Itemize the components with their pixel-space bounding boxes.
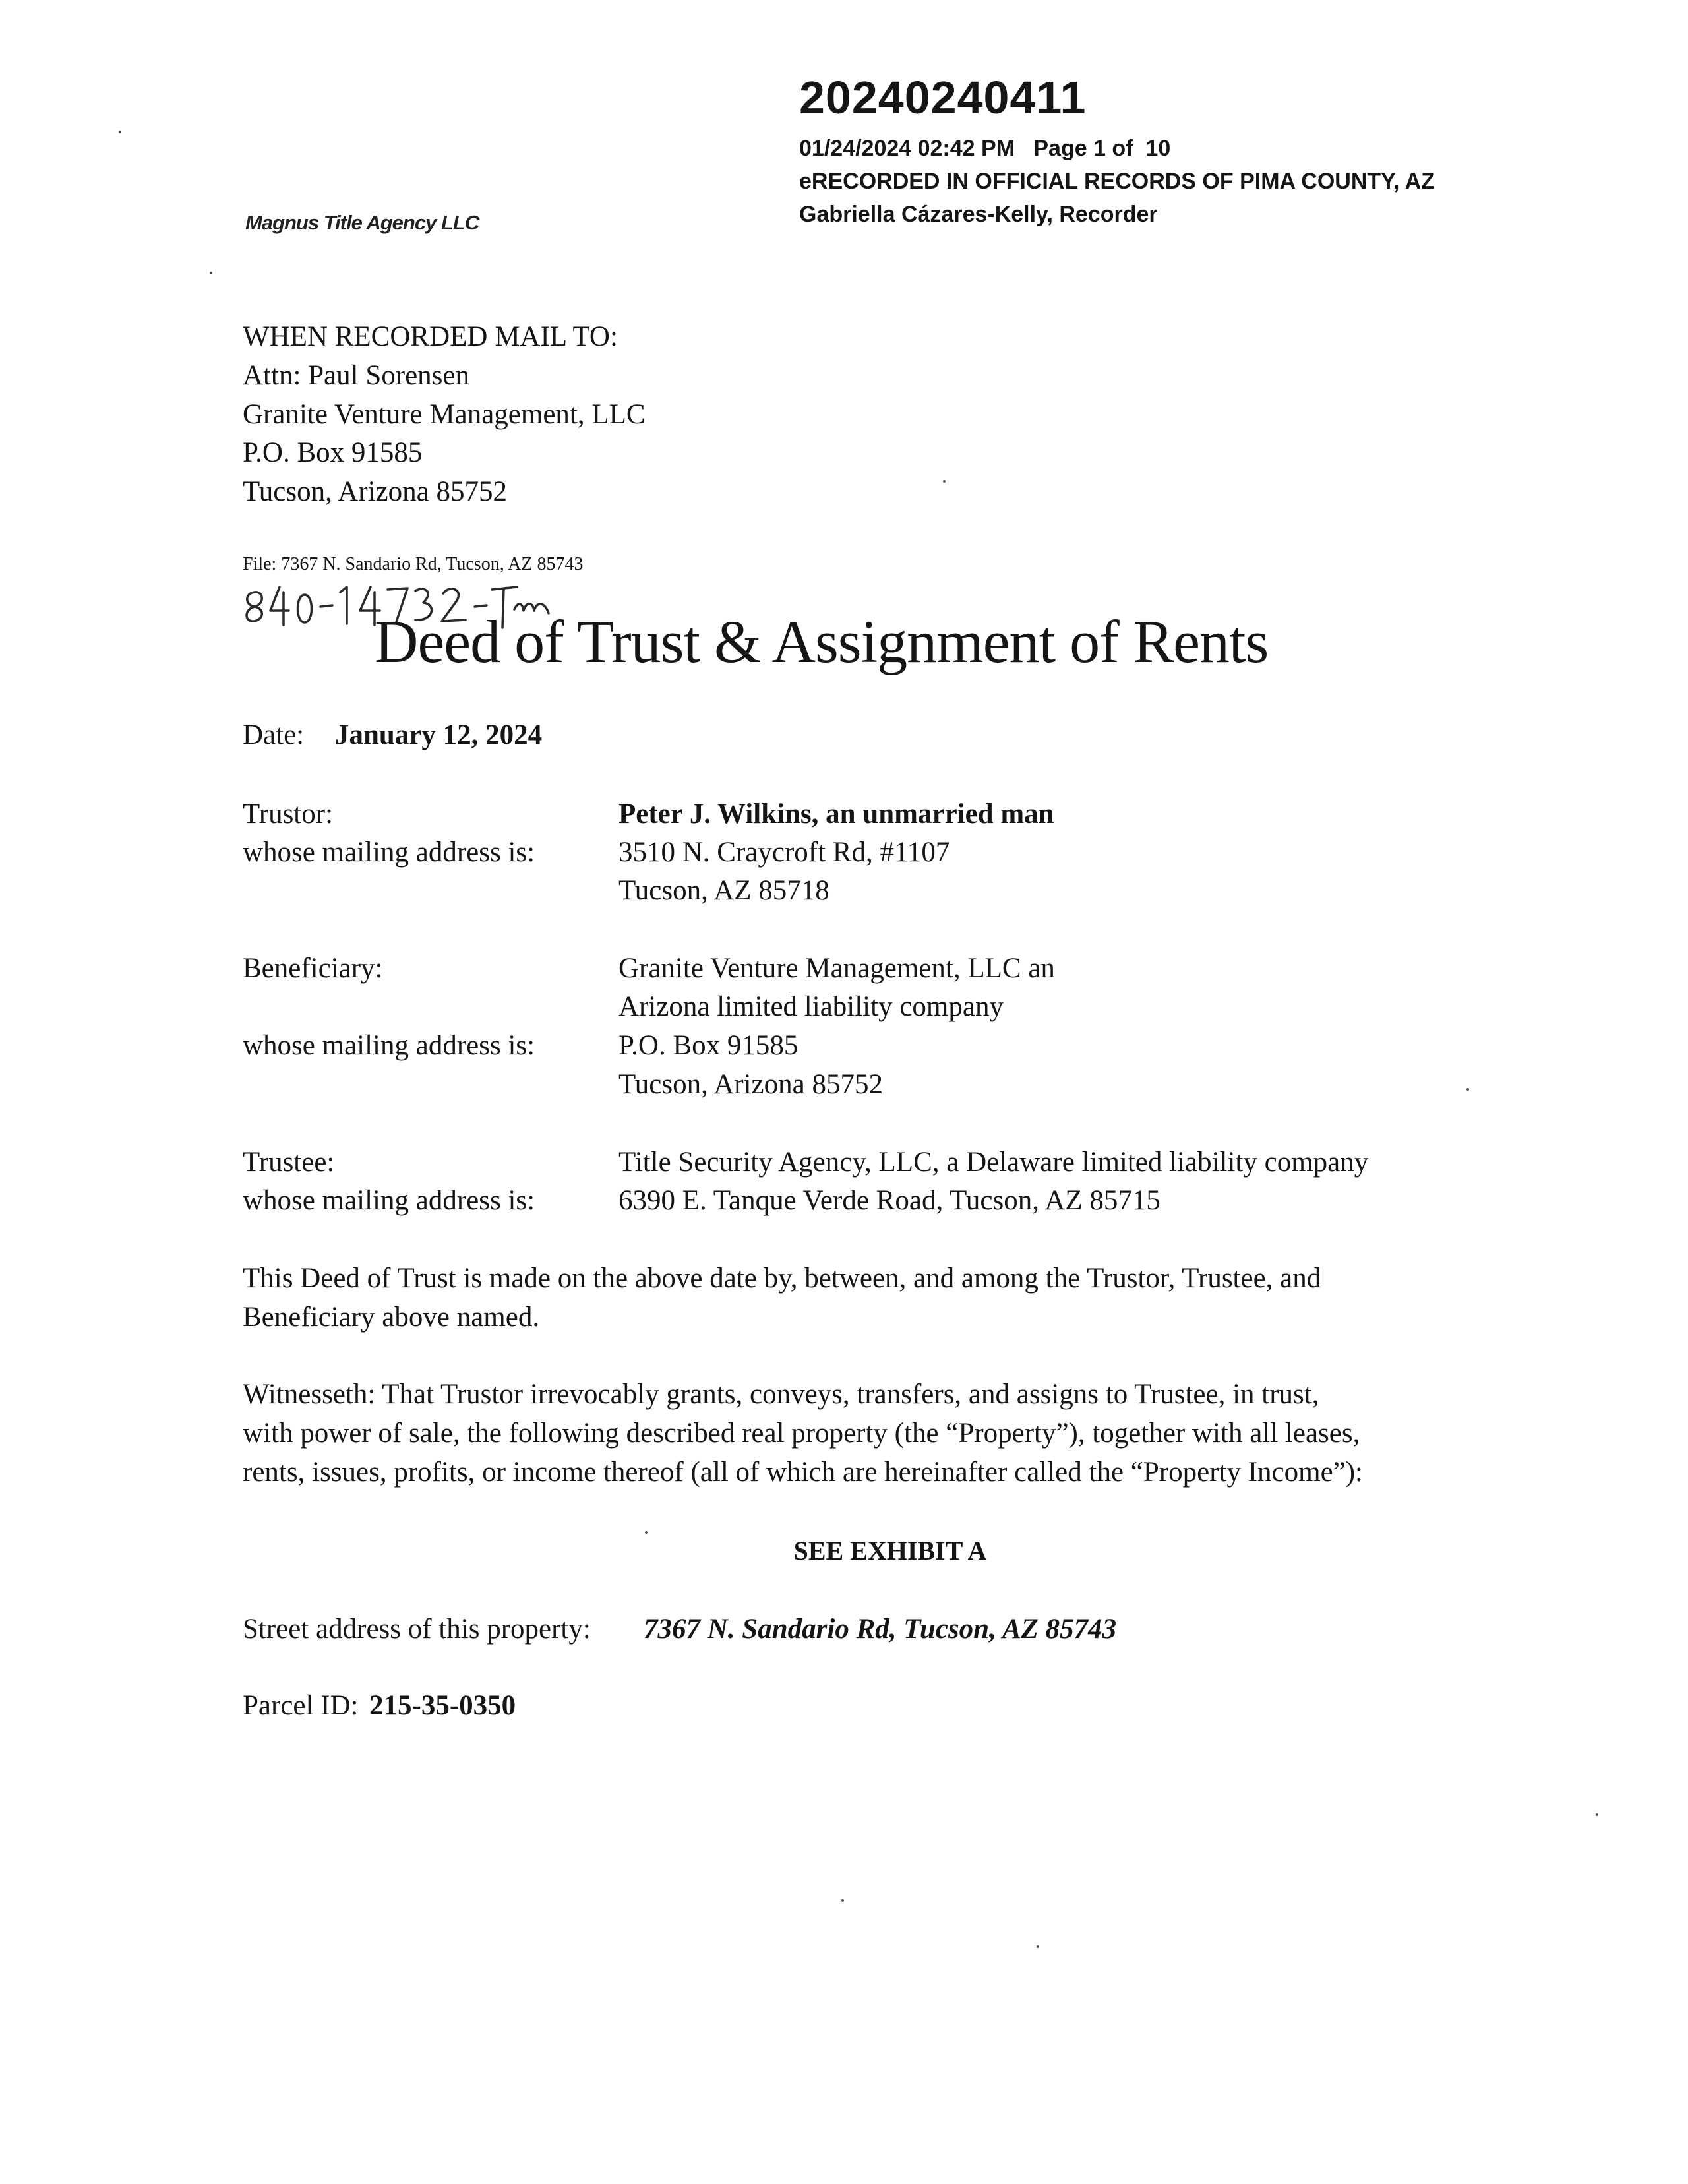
trustor-address-line: Tucson, AZ 85718 (618, 875, 829, 906)
parcel-label: Parcel ID: (243, 1690, 359, 1721)
scan-speck (645, 1531, 648, 1534)
scan-speck (210, 272, 212, 274)
trustee-address-label: whose mailing address is: (243, 1185, 535, 1216)
trustor-address-label: whose mailing address is: (243, 837, 535, 868)
scan-speck (1037, 1945, 1039, 1948)
scan-speck (943, 480, 946, 483)
street-address-label: Street address of this property: (243, 1614, 591, 1645)
intro-paragraph-line: Beneficiary above named. (243, 1302, 540, 1333)
date-label: Date: (243, 719, 305, 750)
exhibit-reference: SEE EXHIBIT A (793, 1536, 987, 1565)
scan-speck (1466, 1088, 1469, 1091)
trustee-name: Title Security Agency, LLC, a Delaware limited liability company (618, 1147, 1369, 1178)
witnesseth-paragraph-line: with power of sale, the following described real property (the “Property”), together with all leases, (243, 1418, 1360, 1449)
beneficiary-address-label: whose mailing address is: (243, 1030, 535, 1061)
scan-speck (119, 131, 121, 133)
beneficiary-label: Beneficiary: (243, 953, 383, 984)
mail-to-line: Attn: Paul Sorensen (243, 360, 469, 391)
parcel-value: 215-35-0350 (369, 1690, 516, 1721)
scan-speck (1596, 1813, 1598, 1816)
trustor-name: Peter J. Wilkins, an unmarried man (618, 799, 1054, 830)
mail-to-line: P.O. Box 91585 (243, 437, 423, 468)
mail-to-line: Granite Venture Management, LLC (243, 399, 646, 430)
document-title: Deed of Trust & Assignment of Rents (375, 608, 1269, 675)
trustor-label: Trustor: (243, 799, 334, 830)
trustor-address-line: 3510 N. Craycroft Rd, #1107 (618, 837, 950, 868)
date-value: January 12, 2024 (335, 719, 543, 750)
beneficiary-address-line: Tucson, Arizona 85752 (618, 1069, 883, 1100)
recording-number: 20240240411 (799, 72, 1087, 123)
scan-speck (841, 1899, 844, 1902)
intro-paragraph-line: This Deed of Trust is made on the above date by, between, and among the Trustor, Trustee, and (243, 1263, 1321, 1294)
beneficiary-address-line: P.O. Box 91585 (618, 1030, 799, 1061)
beneficiary-name-line: Granite Venture Management, LLC an (618, 953, 1055, 984)
beneficiary-name-line: Arizona limited liability company (618, 991, 1004, 1022)
recording-datetime-page: 01/24/2024 02:42 PM Page 1 of 10 (799, 136, 1171, 161)
recorder-name: Gabriella Cázares-Kelly, Recorder (799, 202, 1158, 227)
witnesseth-paragraph-line: Witnesseth: That Trustor irrevocably grants, conveys, transfers, and assigns to Trustee, in trust, (243, 1379, 1319, 1410)
trustee-label: Trustee: (243, 1147, 335, 1178)
recording-official-records: eRECORDED IN OFFICIAL RECORDS OF PIMA COUNTY, AZ (799, 169, 1435, 194)
trustee-address: 6390 E. Tanque Verde Road, Tucson, AZ 85715 (618, 1185, 1160, 1216)
agency-stamp: Magnus Title Agency LLC (245, 211, 479, 234)
witnesseth-paragraph-line: rents, issues, profits, or income thereof (all of which are hereinafter called the “Property Income”): (243, 1457, 1364, 1488)
file-reference: File: 7367 N. Sandario Rd, Tucson, AZ 85743 (243, 554, 584, 574)
mail-to-line: Tucson, Arizona 85752 (243, 476, 507, 507)
street-address-value: 7367 N. Sandario Rd, Tucson, AZ 85743 (644, 1614, 1117, 1645)
mail-to-heading: WHEN RECORDED MAIL TO: (243, 321, 618, 352)
